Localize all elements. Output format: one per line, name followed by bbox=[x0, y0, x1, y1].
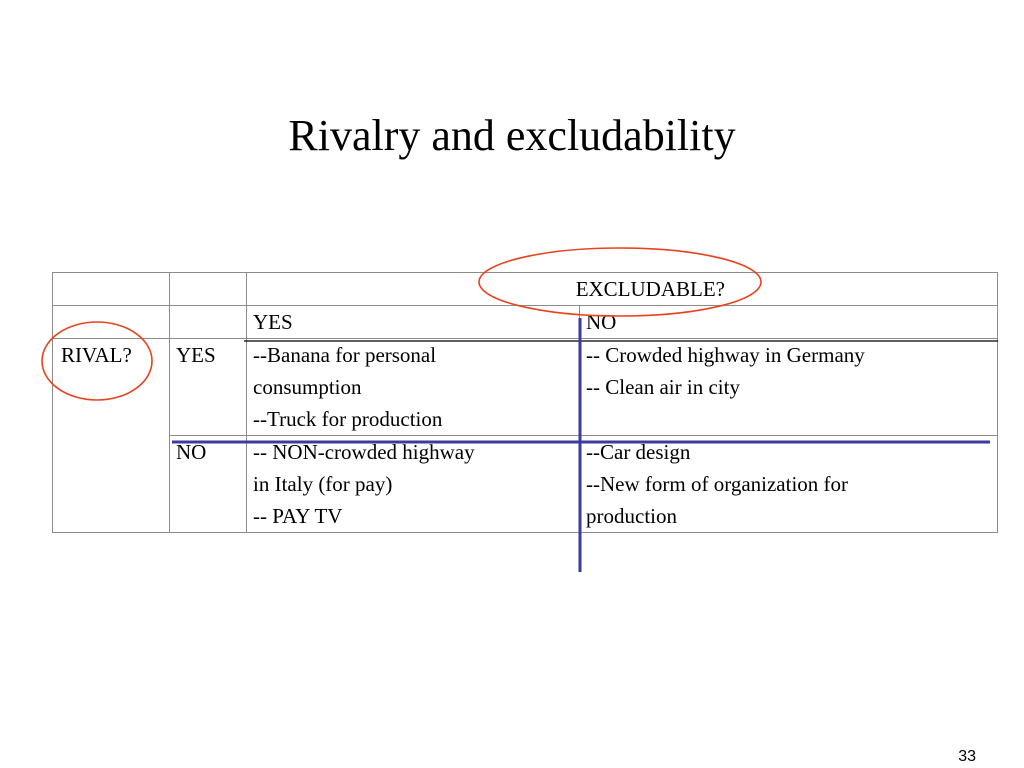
cell-line: --Banana for personal bbox=[253, 343, 437, 367]
excludable-no-label: NO bbox=[580, 306, 998, 339]
slide-title: Rivalry and excludability bbox=[288, 111, 736, 160]
page-number: 33 bbox=[958, 748, 976, 765]
cell-line: --New form of organization for bbox=[586, 472, 849, 496]
cell-line: production bbox=[586, 504, 677, 528]
cell-line: --Truck for production bbox=[253, 407, 443, 431]
cell-line: --Car design bbox=[586, 440, 691, 464]
excludable-header: EXCLUDABLE? bbox=[247, 273, 998, 306]
cell-line: -- Crowded highway in Germany bbox=[586, 343, 865, 367]
excludable-yes-label: YES bbox=[247, 306, 580, 339]
cell-line: -- PAY TV bbox=[253, 504, 343, 528]
cell-line: in Italy (for pay) bbox=[253, 472, 393, 496]
rival-yes-label: YES bbox=[170, 339, 247, 436]
cell-line: -- Clean air in city bbox=[586, 375, 740, 399]
excludable-highlight-ellipse bbox=[479, 248, 761, 316]
rival-highlight-ellipse bbox=[42, 322, 152, 400]
cell-line: consumption bbox=[253, 375, 362, 399]
rival-header: RIVAL? bbox=[53, 339, 170, 533]
cell-line: -- NON-crowded highway bbox=[253, 440, 475, 464]
rival-no-label: NO bbox=[170, 436, 247, 533]
